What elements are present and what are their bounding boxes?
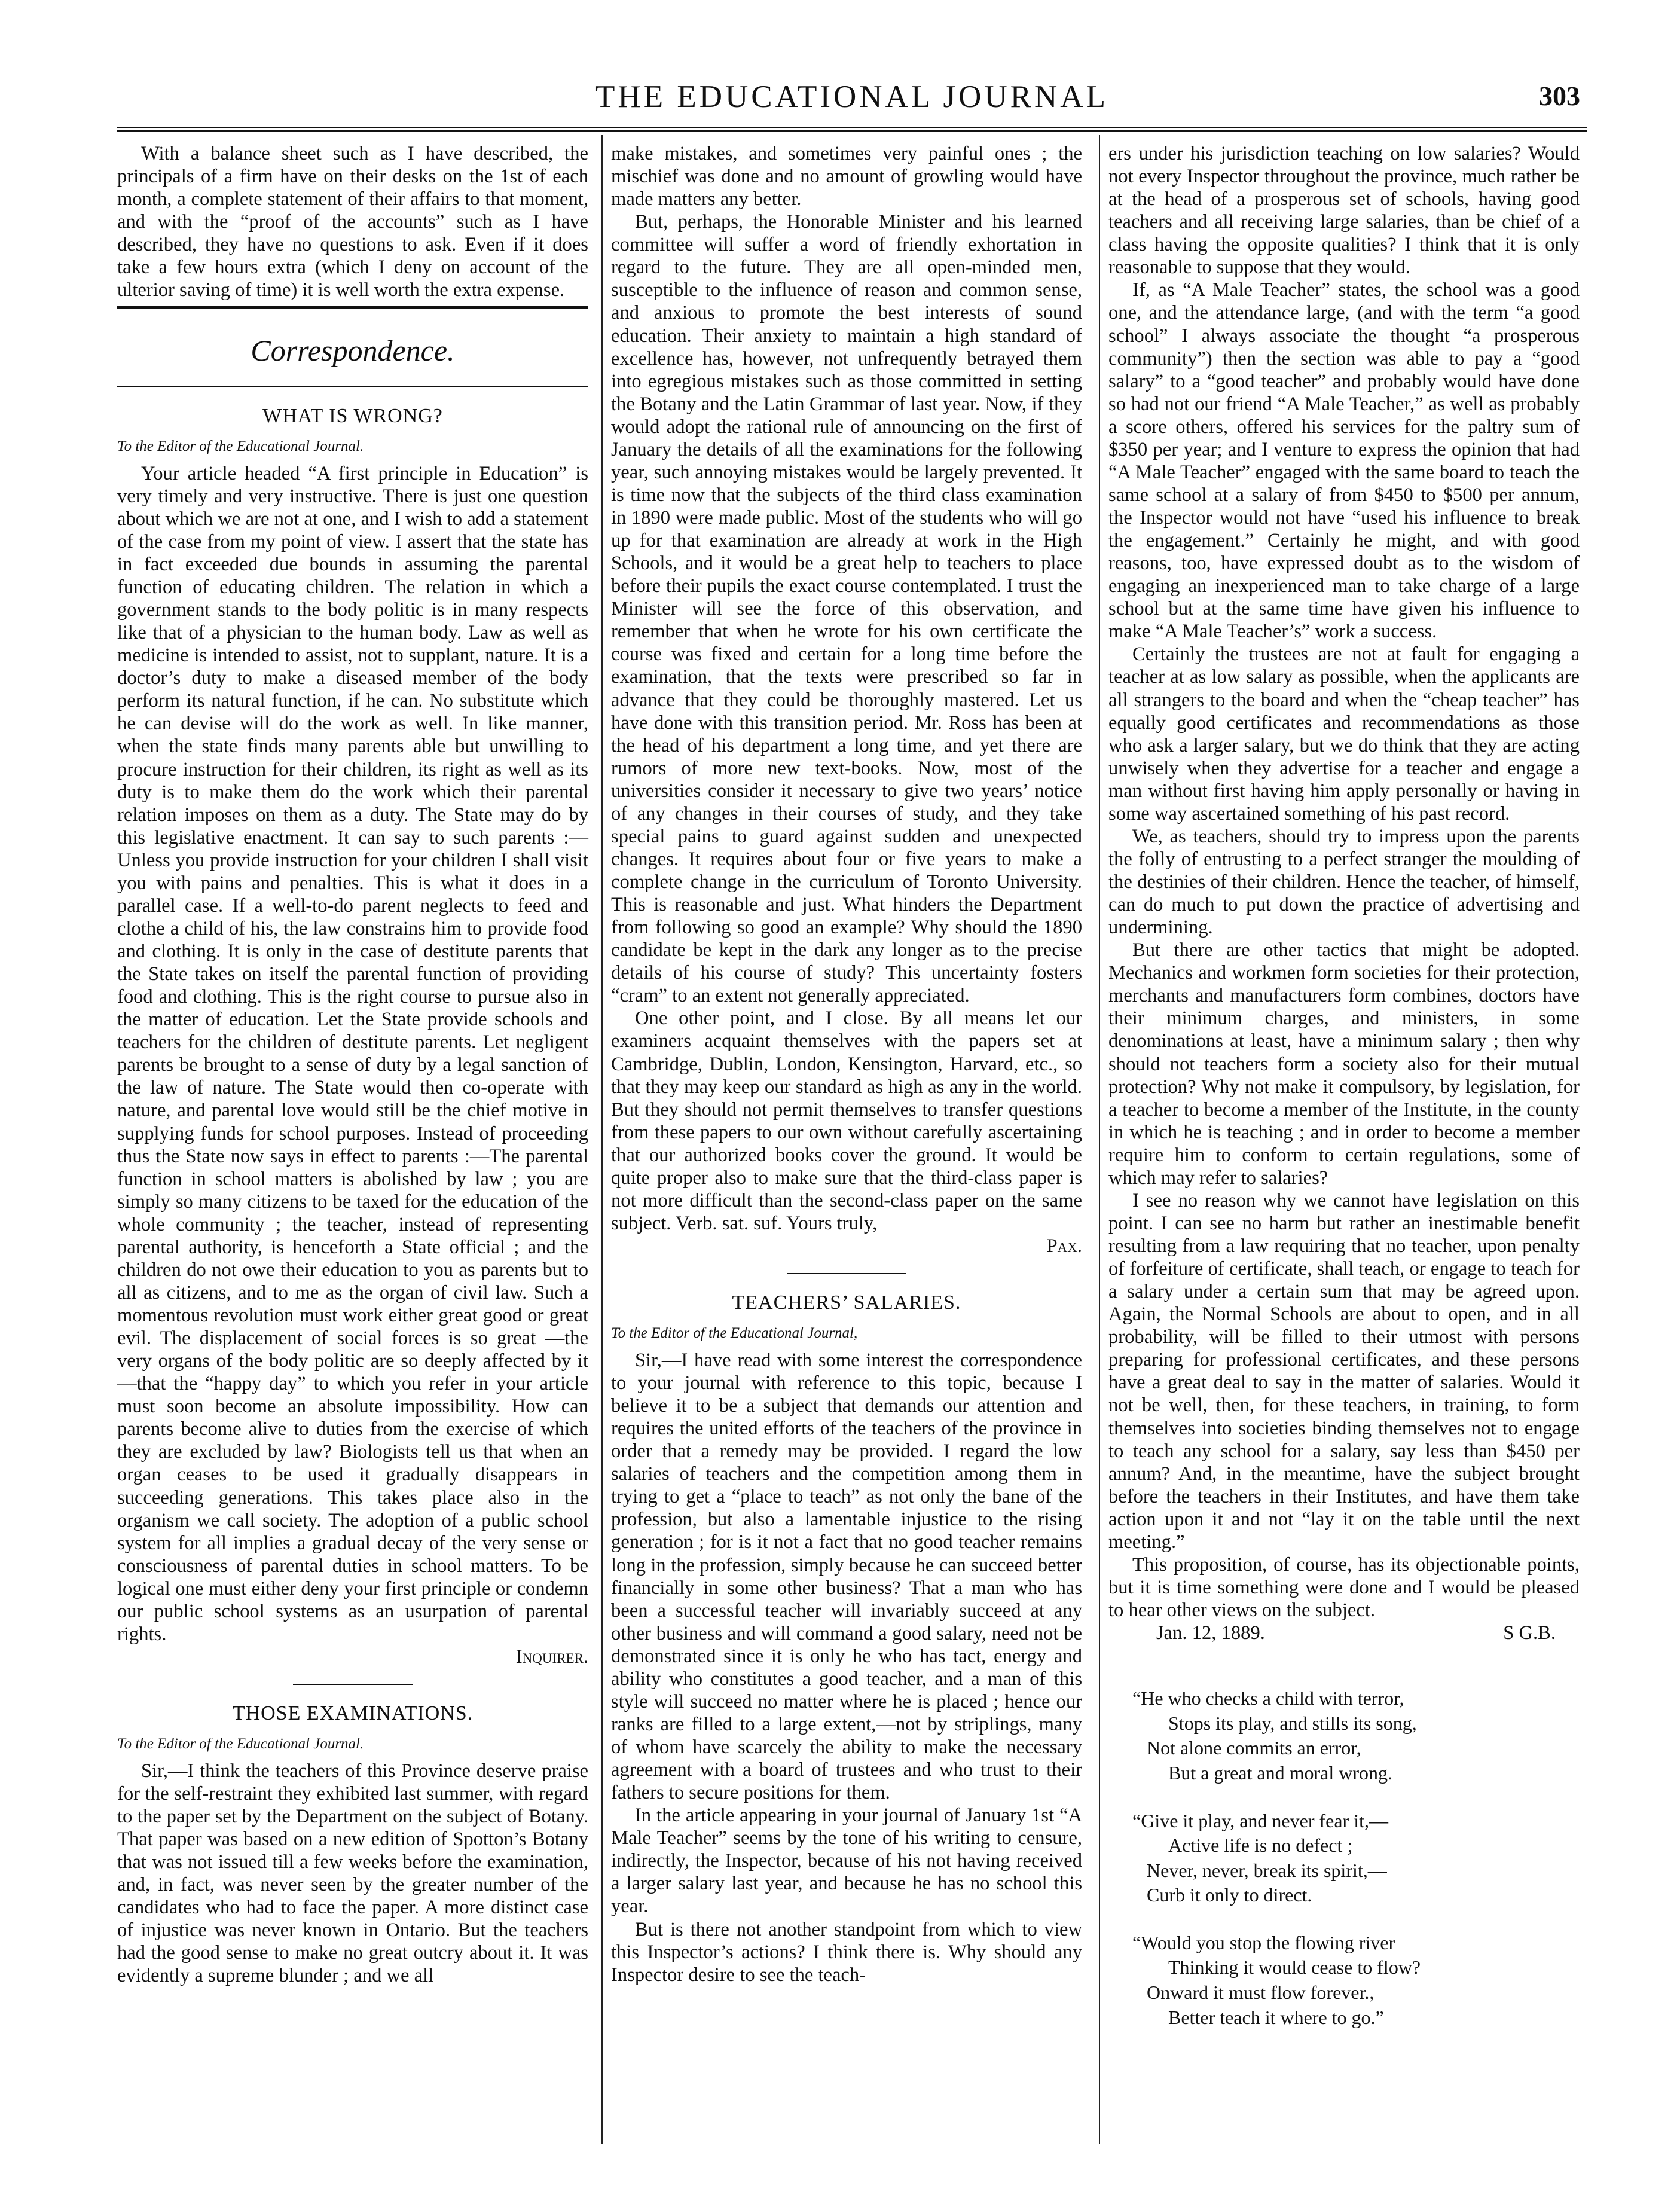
- letter-salutation: To the Editor of the Educational Journal.: [117, 1735, 364, 1752]
- signature-text: Inquirer.: [515, 1646, 588, 1668]
- paragraph: In the article appearing in your journal of January 1st “A Male Teacher” seems by the tone of his writing to censure, indirectly, the Inspector, because of his not having received a larger salary last year, and because he has no school this year.: [611, 1805, 1082, 1918]
- letter-signature: [117, 1646, 588, 1668]
- poem-stanza: [1132, 1686, 1580, 1785]
- poem-line: Never, never, break its spirit,—: [1147, 1859, 1387, 1881]
- page-number: 303: [1539, 81, 1580, 111]
- paragraph: ers under his jurisdiction teaching on low salaries? Would not every Inspector throughout the province, much rather be at the head of a prosperous set of schools, having good teachers and all receiving large salaries, than be chief of a class having the opposite qualities? I think that it is only reasonable to suppose that they would.: [1108, 143, 1580, 279]
- column-2: [611, 142, 1082, 2150]
- section-rule: [117, 386, 588, 387]
- poem-line: Not alone commits an error,: [1147, 1737, 1361, 1759]
- column-divider: [601, 135, 603, 2144]
- letter-salutation: To the Editor of the Educational Journal.: [117, 438, 364, 454]
- poem-line: “Would you stop the flowing river: [1132, 1931, 1395, 1953]
- paragraph: make mistakes, and sometimes very painful ones ; the mischief was done and no amount of growling would have made matters any better.: [611, 143, 1082, 210]
- separator-rule: [787, 1273, 906, 1274]
- paragraph: If, as “A Male Teacher” states, the school was a good one, and the attendance large, (and with the term “a good school” I always associate the thought “a prosperous community”) then the section was able to pay a “good salary” to a “good teacher” and probably would have done so had not our friend “A Male Teacher,” as well as probably a score others, offered his services for the paltry sum of $350 per year; and I venture to express the opinion that had “A Male Teacher” engaged with the same board to teach the same school at a salary of from $450 to $500 per annum, the Inspector would not have “used his influence to break the engagement.” Certainly he might, and with good reasons, too, have expressed doubt as to the wisdom of engaging an inexperienced man to take charge of a large school but at the same time have given his influence to make “A Male Teacher’s” work a success.: [1108, 279, 1580, 643]
- column-1: [117, 142, 588, 2150]
- letter-signature: [611, 1235, 1082, 1257]
- paragraph: We, as teachers, should try to impress upon the parents the folly of entrusting to a perfect stranger the moulding of the destinies of their children. Hence the teacher, of himself, can do much to put down the practice of advertising and undermining.: [1108, 825, 1580, 939]
- poem-line: Onward it must flow forever.,: [1147, 1982, 1374, 2004]
- letter-body: Your article headed “A first principle in Education” is very timely and very instructive. There is just one question about which we are not at one, and I wish to add a statement of the case from my point of view. I assert that the state has in fact exceeded due bounds in assuming the parental function of educating children. The relation in which a government stands to the body politic is in many respects like that of a physician to the human body. Law as well as medicine is intended to assist, not to supplant, nature. It is a doctor’s duty to make a diseased member of the body perform its natural function, if he can. No substitute which he can devise will do the work as well. In like manner, when the state finds many parents able but unwilling to procure instruction for their children, its right as well as its duty is to make them do the work which their parental relation imposes on them as a duty. The State may do by this legislative enactment. It can say to such parents :—Unless you provide instruction for your children I shall visit you with pains and penalties. This is what it does in a parallel case. If a well-to-do parent neglects to feed and clothe a child of his, the law constrains him to provide food and clothing. It is only in the case of destitute parents that the State takes on itself the parental function of providing food and clothing. This is the right course to pursue also in the matter of education. Let the State provide schools and teachers for the children of destitute parents. Let negligent parents be brought to a sense of duty by a legal sanction of the law of nature. The State would then co-operate with nature, and parental love would still be the chief motive in supplying funds for school purposes. Instead of proceeding thus the State now says in effect to parents :—The parental function in school matters is abolished by law ; you are simply so many citizens to be taxed for the education of the whole community ; the teacher, instead of representing parental authority, is henceforth a State official ; and the children do not owe their education to you as parents but to all as citizens, and to me as the organ of civil law. Such a momentous revolution must work either great good or great evil. The displacement of social forces is so great —the very organs of the body politic are so deeply affected by it—that the “happy day” to which you refer in your article must soon become an absolute impossibility. How can parents become alive to duties from the exercise of which they are excluded by law? Biologists tell us that when an organ ceases to be used it gradually disappears in succeeding generations. This takes place also in the organism we call society. The adoption of a public school system for all implies a gradual decay of the very sense or consciousness of parental duties in school matters. To be logical one must either deny your first principle or condemn our public school systems as an usurpation of parental rights.: [117, 462, 588, 1645]
- letter-heading: TEACHERS’ SALARIES.: [732, 1292, 961, 1314]
- poem-line: Stops its play, and stills its song,: [1168, 1712, 1417, 1734]
- letter-body: Sir,—I think the teachers of this Province deserve praise for the self-restraint they exhibited last summer, with regard to the paper set by the Department on the subject of Botany. That paper was based on a new edition of Spotton’s Botany that was not issued till a few weeks before the examination, and, in fact, was never seen by the greater number of the candidates who had to face the paper. A more distinct case of injustice was never known in Ontario. But the teachers had the good sense to make no great outcry about it. It was evidently a supreme blunder ; and we all: [117, 1760, 588, 1987]
- paragraph: But, perhaps, the Honorable Minister and his learned committee will suffer a word of friendly exhortation in regard to the future. They are all open-minded men, susceptible to the influence of reason and common sense, and anxious to promote the best interests of sound education. Their anxiety to maintain a high standard of excellence has, however, not unfrequently betrayed them into egregious mistakes such as those committed in setting the Botany and the Latin Grammar of last year. Now, if they would adopt the rational rule of announcing on the first of January the details of all the examinations for the following year, such annoying mistakes would be largely prevented. It is time now that the subjects of the third class examination in 1890 were made public. Most of the students who will go up for that examination are already at work in the High Schools, and it would be a great help to teachers to place before their pupils the exact course contemplated. I trust the Minister will see the force of this observation, and remember that when he wrote for his own certificate the course was fixed and certain for a long time before the examination, that the texts were prescribed so far in advance that they could be thoroughly mastered. Let us have done with this transition period. Mr. Ross has been at the head of his department a long time, and yet there are rumors of more new text-books. Now, most of the universities consider it necessary to give two years’ notice of any changes in their courses of study, and they take special pains to guard against sudden and unexpected changes. It requires about four or five years to make a complete change in the curriculum of Toronto University. This is reasonable and just. What hinders the Department from following so good an example? Why should the 1890 candidate be kept in the dark any longer as to the precise details of his course of study? This uncertainty fosters “cram” to an extent not generally appreciated.: [611, 211, 1082, 1007]
- poem-stanza: [1132, 1809, 1580, 1908]
- section-title: Correspondence.: [251, 334, 455, 368]
- poem-line: But a great and moral wrong.: [1168, 1762, 1392, 1784]
- paragraph: Sir,—I have read with some interest the correspondence to your journal with reference to this topic, because I believe it to be a subject that demands our attention and requires the united efforts of the teachers of the province in order that a remedy may be provided. I regard the low salaries of teachers and the competition among them in trying to get a “place to teach” as not only the bane of the profession, but also a lamentable injustice to the rising generation ; for is it not a fact that no good teacher remains long in the profession, simply because he can succeed better financially in some other business? That a man who has been a successful teacher will invariably succeed at any other business and will command a good salary, need not be demonstrated since it is only he who has tact, energy and ability who constitutes a good teacher, and a man of this style will succeed no matter where he is placed ; hence our ranks are filled to a large extent,—not by striplings, many of whom have scarcely the ability to make the necessary agreement with a board of trustees and who trust to their fathers to secure positions for them.: [611, 1349, 1082, 1804]
- poem: [1132, 1686, 1580, 2030]
- poem-line: “He who checks a child with terror,: [1132, 1687, 1404, 1709]
- separator-rule: [293, 1684, 413, 1685]
- letter-heading: WHAT IS WRONG?: [262, 404, 443, 427]
- paragraph: Certainly the trustees are not at fault for engaging a teacher at as low salary as possible, when the applicants are all strangers to the board and when the “cheap teacher” has equally good certificates and recommendations as those who ask a larger salary, but we do think that they are acting unwisely when they advertise for a teacher and engage a man without first having him apply personally or having in some way ascertained something of his past record.: [1108, 643, 1580, 825]
- masthead: [117, 77, 1587, 126]
- column-3: [1108, 142, 1580, 2150]
- paragraph: But there are other tactics that might be adopted. Mechanics and workmen form societies for their protection, merchants and manufacturers form combines, doctors have their minimum charges, and ministers, in some denominations at least, have a minimum salary ; then why should not teachers form a society also for their mutual protection? Why not make it compulsory, by legislation, for a teacher to become a member of the Institute, in the county in which he is teaching ; and in order to become a member require him to conform to certain regulations, some of which may refer to salaries?: [1108, 939, 1580, 1189]
- letter-salutation: To the Editor of the Educational Journal,: [611, 1324, 858, 1341]
- poem-line: Better teach it where to go.”: [1168, 2006, 1384, 2028]
- letter-heading: THOSE EXAMINATIONS.: [232, 1702, 474, 1725]
- header-rule: [117, 127, 1587, 132]
- date-signature-line: [1108, 1622, 1580, 1644]
- column-divider: [1099, 135, 1100, 2144]
- poem-line: Active life is no defect ;: [1168, 1834, 1353, 1857]
- paragraph: I see no reason why we cannot have legislation on this point. I can see no harm but rather an inestimable benefit resulting from a law requiring that no teacher, upon penalty of forfeiture of certificate, shall teach, or engage to teach for a salary under a certain sum that may be agreed upon. Again, the Normal Schools are about to open, and in all probability, will be filled to their utmost with persons preparing for professional certificates, and these persons have a great deal to say in the matter of salaries. Would it not be well, then, for these teachers, in training, to form themselves into societies binding themselves not to engage to teach any school for a salary, say less than $450 per annum? And, in the meantime, have the subject brought before the teachers in their Institutes, and have them take action upon it and not “lay it on the table until the next meeting.”: [1108, 1189, 1580, 1553]
- poem-stanza: [1132, 1931, 1580, 2030]
- journal-title: THE EDUCATIONAL JOURNAL: [595, 80, 1108, 114]
- poem-line: Curb it only to direct.: [1147, 1884, 1312, 1906]
- paragraph: But is there not another standpoint from which to view this Inspector’s actions? I think there is. Why should any Inspector desire to see the teach-: [611, 1918, 1082, 1986]
- letter-signature: S G.B.: [1503, 1622, 1556, 1644]
- intro-paragraph: With a balance sheet such as I have described, the principals of a firm have on their desks on the 1st of each month, a complete statement of their affairs to that moment, and with the “proof of the accounts” such as I have described, they have no questions to ask. Even if it does take a few hours extra (which I deny on account of the ulterior saving of time) it is well worth the extra expense.: [117, 143, 588, 301]
- paragraph: This proposition, of course, has its objectionable points, but it is time something were done and I would be pleased to hear other views on the subject.: [1108, 1553, 1580, 1621]
- paragraph: One other point, and I close. By all means let our examiners acquaint themselves with the papers set at Cambridge, Dublin, London, Kensington, Harvard, etc., so that they may keep our standard as high as any in the world. But they should not permit themselves to transfer questions from these papers to our own without carefully ascertaining that our authorized books cover the ground. It would be quite proper also to make sure that the third-class paper is not more difficult than the second-class paper on the same subject. Verb. sat. suf. Yours truly,: [611, 1008, 1082, 1234]
- section-rule: [117, 306, 588, 309]
- signature-text: Pax.: [1046, 1235, 1082, 1257]
- poem-line: “Give it play, and never fear it,—: [1132, 1809, 1388, 1831]
- letter-date: Jan. 12, 1889.: [1156, 1622, 1265, 1644]
- poem-line: Thinking it would cease to flow?: [1168, 1956, 1421, 1979]
